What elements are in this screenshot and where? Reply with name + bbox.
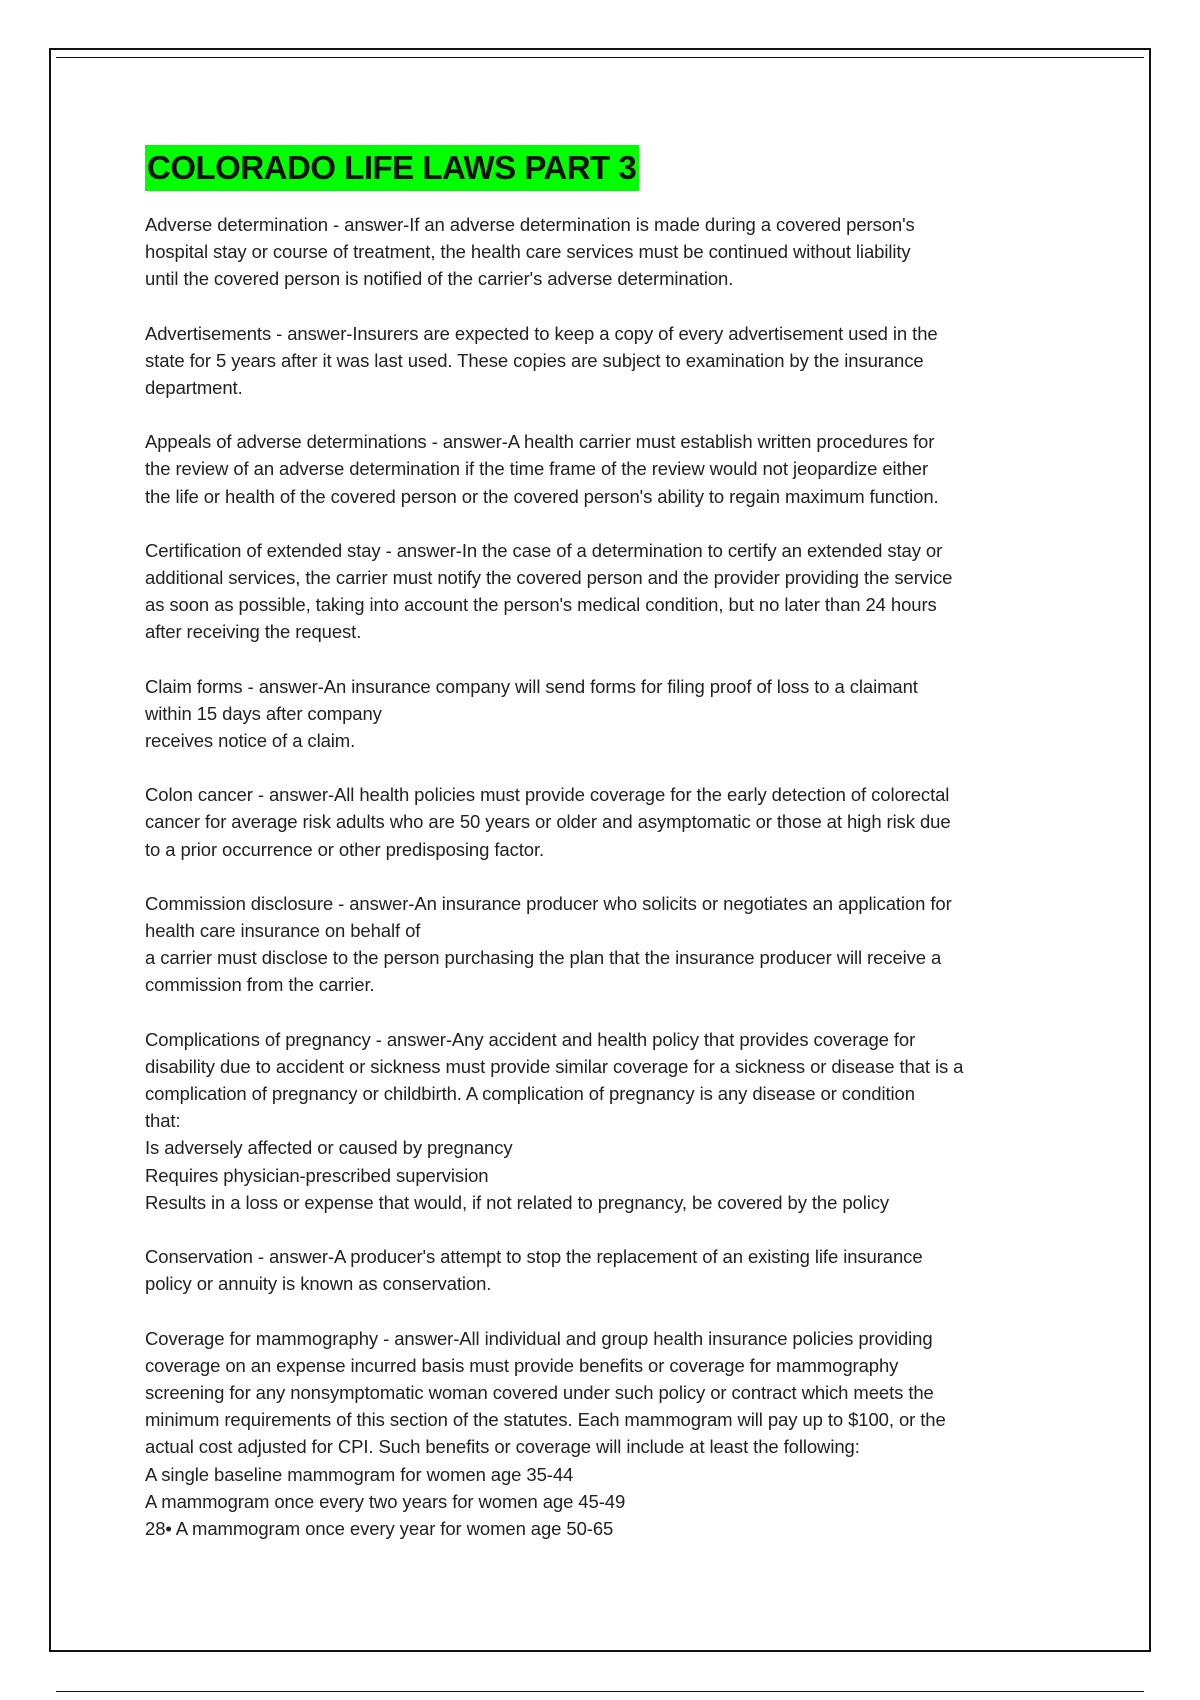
entry-line: Commission disclosure - answer-An insurance producer who solicits or negotiates an application for <box>145 892 952 914</box>
entry-line: actual cost adjusted for CPI. Such benefits or coverage will include at least the following: <box>145 1436 860 1458</box>
entry-line: Requires physician-prescribed supervision <box>145 1164 489 1186</box>
entry-line: coverage on an expense incurred basis must provide benefits or coverage for mammography <box>145 1354 899 1376</box>
entry-line: Advertisements - answer-Insurers are expected to keep a copy of every advertisement used in the <box>145 322 938 344</box>
definition-entry <box>145 1026 1065 1216</box>
entry-line: until the covered person is notified of the carrier's adverse determination. <box>145 268 734 290</box>
title-highlight <box>145 145 639 191</box>
entry-line: a carrier must disclose to the person purchasing the plan that the insurance producer will receive a <box>145 947 942 969</box>
definition-entry <box>145 211 1065 293</box>
entry-line: complication of pregnancy or childbirth. A complication of pregnancy is any disease or condition <box>145 1083 915 1105</box>
definition-entry <box>145 1325 1065 1543</box>
entry-line: hospital stay or course of treatment, the health care services must be continued without liability <box>145 241 911 263</box>
entry-line: state for 5 years after it was last used. These copies are subject to examination by the insurance <box>145 349 924 371</box>
entry-line: Claim forms - answer-An insurance company will send forms for filing proof of loss to a claimant <box>145 675 918 697</box>
entry-line: 28• A mammogram once every year for women age 50-65 <box>145 1517 614 1539</box>
entries-list <box>145 211 1065 1542</box>
document-body <box>145 145 1065 1569</box>
entry-line: policy or annuity is known as conservation. <box>145 1273 492 1295</box>
entry-line: additional services, the carrier must notify the covered person and the provider providing the service <box>145 567 953 589</box>
entry-line: screening for any nonsymptomatic woman covered under such policy or contract which meets the <box>145 1381 934 1403</box>
entry-line: within 15 days after company <box>145 702 382 724</box>
entry-line: Conservation - answer-A producer's attempt to stop the replacement of an existing life insurance <box>145 1246 923 1268</box>
entry-line: Results in a loss or expense that would, if not related to pregnancy, be covered by the policy <box>145 1191 890 1213</box>
entry-line: Adverse determination - answer-If an adverse determination is made during a covered person's <box>145 214 915 235</box>
entry-line: minimum requirements of this section of the statutes. Each mammogram will pay up to $100, or the <box>145 1409 946 1431</box>
definition-entry <box>145 673 1065 755</box>
entry-line: to a prior occurrence or other predisposing factor. <box>145 838 545 860</box>
entry-line: the review of an adverse determination if the time frame of the review would not jeopardize either <box>145 458 929 480</box>
entry-line: commission from the carrier. <box>145 974 375 996</box>
entry-line: department. <box>145 377 243 399</box>
entry-line: A mammogram once every two years for women age 45-49 <box>145 1490 626 1512</box>
entry-line: A single baseline mammogram for women age 35-44 <box>145 1463 574 1485</box>
entry-line: disability due to accident or sickness must provide similar coverage for a sickness or disease that is a <box>145 1055 964 1077</box>
entry-line: Complications of pregnancy - answer-Any accident and health policy that provides coverage for <box>145 1028 916 1050</box>
definition-entry <box>145 320 1065 402</box>
definition-entry <box>145 1243 1065 1297</box>
entry-line: Is adversely affected or caused by pregnancy <box>145 1137 513 1159</box>
entry-line: Certification of extended stay - answer-In the case of a determination to certify an extended stay or <box>145 539 943 561</box>
definition-entry <box>145 428 1065 510</box>
entry-line: the life or health of the covered person or the covered person's ability to regain maximum function. <box>145 485 939 507</box>
bottom-rule <box>56 1691 1144 1692</box>
entry-line: health care insurance on behalf of <box>145 920 421 942</box>
definition-entry <box>145 537 1065 646</box>
entry-line: that: <box>145 1110 181 1132</box>
entry-line: after receiving the request. <box>145 621 362 643</box>
top-rule <box>56 57 1144 58</box>
entry-line: Coverage for mammography - answer-All individual and group health insurance policies providing <box>145 1327 933 1349</box>
entry-line: as soon as possible, taking into account the person's medical condition, but no later than 24 hours <box>145 594 937 616</box>
entry-line: cancer for average risk adults who are 50 years or older and asymptomatic or those at high risk due <box>145 811 951 833</box>
entry-line: Colon cancer - answer-All health policies must provide coverage for the early detection of colorectal <box>145 784 950 806</box>
definition-entry <box>145 890 1065 999</box>
entry-line: receives notice of a claim. <box>145 730 356 752</box>
definition-entry <box>145 781 1065 863</box>
page-title: COLORADO LIFE LAWS PART 3 <box>147 149 637 186</box>
entry-line: Appeals of adverse determinations - answer-A health carrier must establish written procedures for <box>145 431 935 453</box>
